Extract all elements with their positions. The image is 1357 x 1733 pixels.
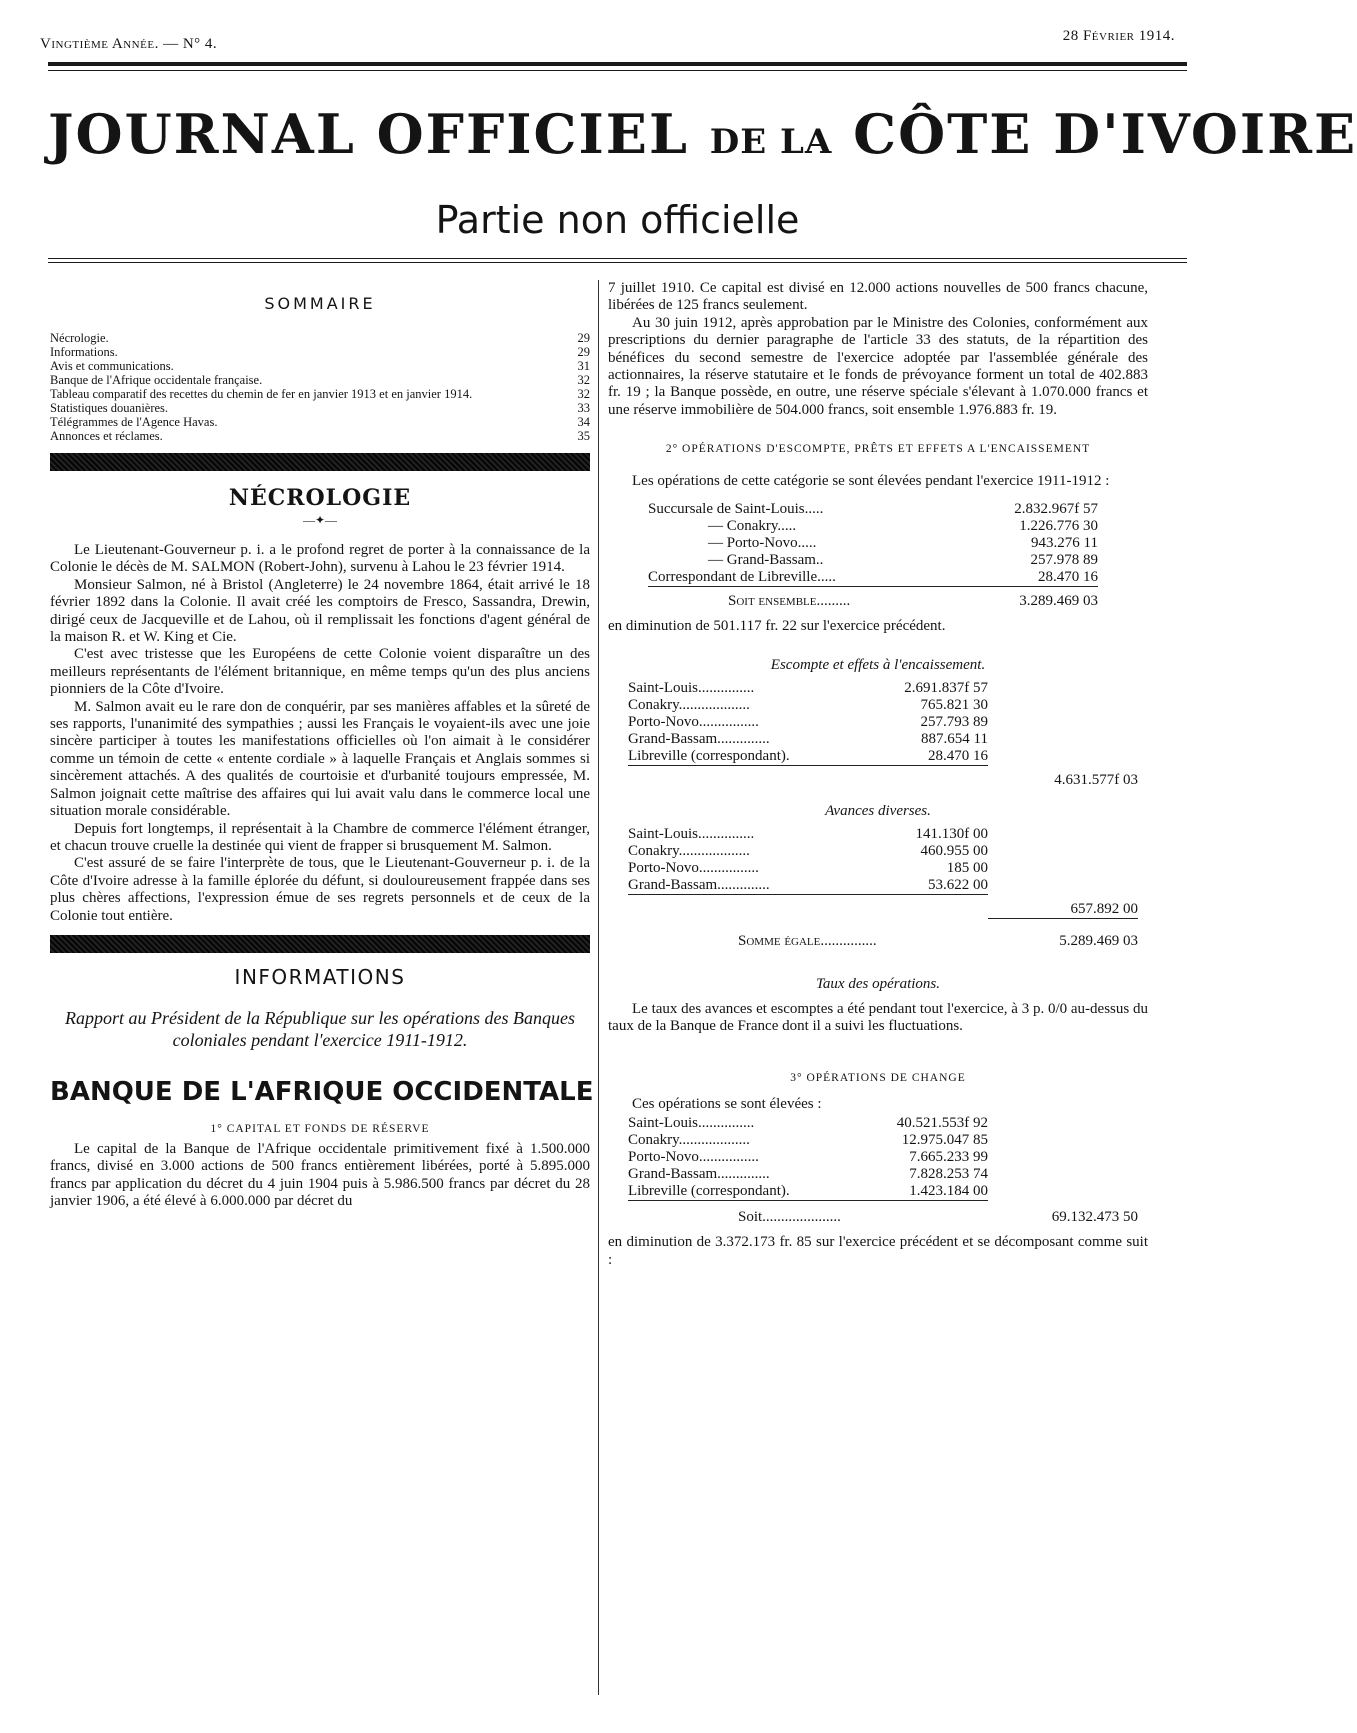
toc-item: Nécrologie. 29 — [50, 331, 590, 345]
toc-item: Tableau comparatif des recettes du chemin de fer en janvier 1913 et en janvier 1914. 32 — [50, 387, 590, 401]
report-title: Rapport au Président de la République sur les opérations des Banques coloniales pendant l'exercice 1911-1912. — [65, 1007, 575, 1050]
somme-row: Somme égale............... 5.289.469 03 — [738, 933, 1138, 950]
table-total-row: Soit ensemble......... 3.289.469 03 — [728, 592, 1098, 609]
capital-paragraph: Le capital de la Banque de l'Afrique occidentale primitivement fixé à 1.500.000 francs, divisé en 3.000 actions de 500 francs entièrement libérées, porté à 5.895.000 francs par application du décret du 4 juin 1904 puis à 5.986.500 francs par décret du 28 janvier 1906, a été élevé à 6.000.000 par décret du — [50, 1140, 590, 1210]
change-table — [628, 1115, 1138, 1226]
avances-table — [628, 826, 1138, 950]
ornament-icon: —✦— — [302, 513, 338, 527]
toc-item: Télégrammes de l'Agence Havas. 34 — [50, 415, 590, 429]
taux-paragraph: Le taux des avances et escomptes a été pendant tout l'exercice, à 3 p. 0/0 au-dessus du taux de la Banque de France dont il a suivi les fluctuations. — [608, 1001, 1148, 1035]
change-intro: Ces opérations se sont élevées : — [632, 1095, 822, 1112]
toc-item: Banque de l'Afrique occidentale française. 32 — [50, 373, 590, 387]
table-total-row: 4.631.577f 03 — [1054, 772, 1138, 789]
table-total-row: Soit..................... 69.132.473 50 — [738, 1209, 1138, 1226]
change-subheading: 3° OPÉRATIONS DE CHANGE — [790, 1071, 966, 1084]
toc-item: Avis et communications. 31 — [50, 359, 590, 373]
running-header — [40, 28, 1175, 52]
escompte-heading: Escompte et effets à l'encaissement. — [770, 657, 986, 674]
toc-item: Statistiques douanières. 33 — [50, 401, 590, 415]
subtitle-rule-2 — [48, 262, 1187, 263]
toc-item: Annonces et réclames. 35 — [50, 429, 590, 443]
reserve-paragraph: Au 30 juin 1912, après approbation par le Ministre des Colonies, conformément aux prescriptions du dernier paragraphe de l'article 33 des statuts, de la répartition des bénéfices du second semestre de l'exercice adoptée par l'assemblée générale des actionnaires, la réserve statutaire et le fonds de prévoyance forment un total de 402.883 fr. 19 ; la Banque possède, en outre, une réserve spéciale s'élevant à 1.070.000 francs et une réserve immobilière de 504.000 francs, soit ensemble 1.976.883 fr. 19. — [608, 314, 1148, 418]
necrologie-paragraph: C'est assuré de se faire l'interprète de tous, que le Lieutenant-Gouverneur p. i. de la Côte d'Ivoire adresse à la famille éplorée du défunt, si douloureusement frappée dans ses plus chères affections, l'expression émue de ses regrets personnels et de ceux de la Colonie tout entière. — [50, 855, 590, 924]
page-subtitle: Partie non officielle — [435, 198, 800, 242]
masthead-part2: DE LA — [709, 122, 833, 162]
sommaire-title: SOMMAIRE — [264, 294, 376, 313]
toc-item: Informations. 29 — [50, 345, 590, 359]
table-row: Conakry................... 765.821 30 — [628, 697, 988, 714]
table-row: Libreville (correspondant). 1.423.184 00 — [628, 1183, 988, 1200]
taux-heading: Taux des opérations. — [815, 976, 941, 993]
table-row: Porto-Novo................ 185 00 — [628, 860, 988, 877]
column-divider — [598, 280, 599, 1695]
masthead-part3: CÔTE D'IVOIRE — [853, 102, 1357, 166]
informations-title: INFORMATIONS — [234, 964, 406, 989]
table-row: — Conakry..... 1.226.776 30 — [708, 517, 1098, 534]
masthead-part1: JOURNAL OFFICIEL — [48, 102, 689, 166]
operations-subheading: 2° OPÉRATIONS D'ESCOMPTE, PRÊTS ET EFFETS A L'ENCAISSEMENT — [665, 443, 1091, 456]
section-separator-band — [50, 453, 590, 471]
capital-subheading: 1° CAPITAL ET FONDS DE RÉSERVE — [210, 1122, 430, 1135]
sommaire-list — [50, 331, 590, 443]
necrologie-paragraph: M. Salmon avait eu le rare don de conquérir, par ses manières affables et la sûreté de ses rapports, l'unanimité des sympathies ; aussi les Français le voyaient-ils avec une joie sincère participer à toutes les manifestations officielles où l'on aimait à le considérer comme un témoin de cette « entente cordiale » à laquelle Français et Anglais sommes si sincèrement attachés. A des qualités de courtoisie et d'urbanité toujours empressée, M. Salmon joignait cette maîtrise des affaires qui lui avait valu dans le commerce local une situation morale considérable. — [50, 698, 590, 820]
operations-table — [648, 501, 1098, 610]
table-row: Grand-Bassam.............. 887.654 11 — [628, 731, 988, 748]
left-column — [50, 280, 594, 1211]
operations-intro: Les opérations de cette catégorie se sont élevées pendant l'exercice 1911-1912 : — [632, 473, 1110, 490]
necrologie-title: NÉCROLOGIE — [228, 485, 412, 511]
table-row: Grand-Bassam.............. 7.828.253 74 — [628, 1166, 988, 1183]
right-column — [608, 280, 1148, 1269]
masthead-title — [48, 102, 1357, 166]
table-row: Saint-Louis............... 40.521.553f 92 — [628, 1115, 988, 1132]
subtitle-rule — [48, 258, 1187, 259]
table-row: Grand-Bassam.............. 53.622 00 — [628, 877, 988, 894]
table-row: — Porto-Novo..... 943.276 11 — [708, 534, 1098, 551]
table-row: Conakry................... 12.975.047 85 — [628, 1132, 988, 1149]
operations-diminution: en diminution de 501.117 fr. 22 sur l'exercice précédent. — [608, 617, 946, 634]
header-rule — [48, 62, 1187, 66]
table-row: Porto-Novo................ 7.665.233 99 — [628, 1149, 988, 1166]
section-separator-band — [50, 935, 590, 953]
table-row: Saint-Louis............... 141.130f 00 — [628, 826, 988, 843]
table-total-row: 657.892 00 — [988, 901, 1138, 919]
issue-number: Vingtième Année. — N° 4. — [40, 36, 218, 52]
table-row: Succursale de Saint-Louis..... 2.832.967f 57 — [648, 500, 1098, 517]
table-row: Libreville (correspondant). 28.470 16 — [628, 748, 988, 765]
change-diminution: en diminution de 3.372.173 fr. 85 sur l'exercice précédent et se décomposant comme suit : — [608, 1234, 1148, 1268]
avances-heading: Avances diverses. — [825, 803, 931, 820]
issue-date: 28 Février 1914. — [1062, 28, 1175, 44]
necrologie-paragraph: Monsieur Salmon, né à Bristol (Angleterre) le 24 novembre 1864, était arrivé le 18 février 1892 dans la Colonie. Il avait créé les comptoirs de Fresco, Sassandra, Drewin, dirigé ceux de Jacqueville et de Lahou, où il remplissait les fonctions d'agent général de la maison R. et W. King et Cie. — [50, 576, 590, 646]
necrologie-paragraph: Le Lieutenant-Gouverneur p. i. a le profond regret de porter à la connaissance de la Colonie le décès de M. SALMON (Robert-John), survenu à Lahou le 23 février 1914. — [50, 542, 590, 576]
table-row: Saint-Louis............... 2.691.837f 57 — [628, 680, 988, 697]
table-row: Conakry................... 460.955 00 — [628, 843, 988, 860]
necrologie-paragraph: Depuis fort longtemps, il représentait à la Chambre de commerce l'élément étranger, et chacun trouve cruelle la destinée qui vient de frapper si brusquement M. Salmon. — [50, 820, 590, 854]
bank-title: BANQUE DE L'AFRIQUE OCCIDENTALE — [50, 1076, 594, 1107]
necrologie-paragraph: C'est avec tristesse que les Européens de cette Colonie voient disparaître un des meilleurs représentants de l'élément britannique, en même temps qu'un des plus anciens pionniers de la Côte d'Ivoire. — [50, 646, 590, 698]
escompte-table — [628, 680, 1138, 789]
table-row: — Grand-Bassam.. 257.978 89 — [708, 551, 1098, 568]
table-row: Correspondant de Libreville..... 28.470 16 — [648, 568, 1098, 585]
capital-continuation: 7 juillet 1910. Ce capital est divisé en 12.000 actions nouvelles de 500 francs chacune, libérées de 125 francs seulement. — [608, 280, 1148, 314]
table-row: Porto-Novo................ 257.793 89 — [628, 714, 988, 731]
header-rule-thin — [48, 70, 1187, 71]
